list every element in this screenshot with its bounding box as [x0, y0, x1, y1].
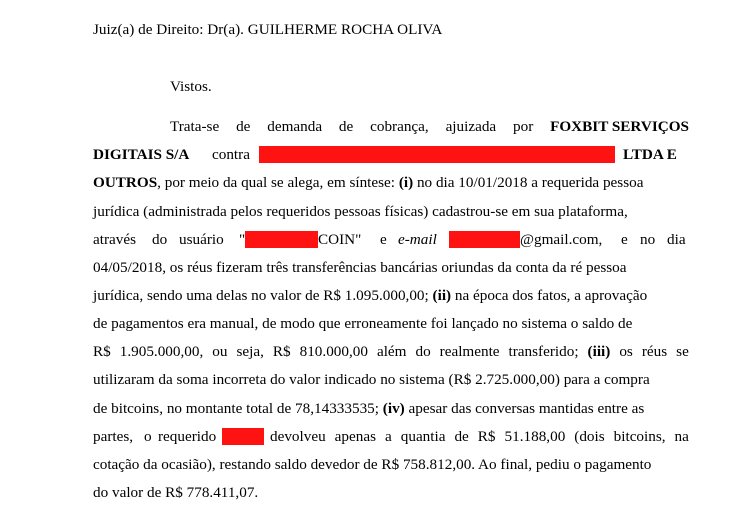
plaintiff-name-cont: DIGITAIS S/A: [93, 146, 190, 163]
paragraph-line-12-a: partes,: [93, 428, 134, 445]
paragraph-line-2: [93, 146, 189, 164]
paragraph-line-11: de bitcoins, no montante total de 78,14333535; (iv) apesar das conversas mantidas entre as: [93, 400, 645, 417]
plaintiff-name: FOXBIT SERVIÇOS: [550, 118, 689, 135]
redacted-email: [449, 231, 520, 248]
paragraph-line-10: utilizaram da soma incorreta do valor indicado no sistema (R$ 2.725.000,00) para a compra: [93, 371, 650, 388]
opening-word: Vistos.: [170, 78, 212, 95]
paragraph-line-8: de pagamentos era manual, de modo que erroneamente foi lançado no sistema o saldo de: [93, 315, 633, 332]
defendant-suffix: LTDA E: [623, 146, 677, 163]
email-label: e-mail: [398, 231, 437, 248]
paragraph-line-7: jurídica, sendo uma delas no valor de R$ 1.095.000,00; (ii) na época dos fatos, a aprovação: [93, 287, 648, 304]
judge-header: Juiz(a) de Direito: Dr(a). GUILHERME ROCHA OLIVA: [93, 21, 443, 38]
redacted-username: [245, 231, 318, 248]
paragraph-line-1: Trata-se de demanda de cobrança, ajuizada por FOXBIT SERVIÇOS: [170, 118, 689, 135]
paragraph-line-13: cotação da ocasião), restando saldo devedor de R$ 758.812,00. Ao final, pediu o pagamento: [93, 456, 652, 473]
paragraph-line-5-a: através: [93, 231, 137, 248]
paragraph-line-3: OUTROS, por meio da qual se alega, em síntese: (i) no dia 10/01/2018 a requerida pessoa: [93, 174, 644, 191]
paragraph-line-4: jurídica (administrada pelos requeridos pessoas físicas) cadastrou-se em sua plataforma,: [93, 203, 628, 220]
contra-word: contra: [212, 146, 250, 163]
username-suffix: COIN": [318, 231, 362, 248]
paragraph-line-9: R$ 1.905.000,00, ou seja, R$ 810.000,00 além do realmente transferido; (iii) os réus se: [93, 343, 689, 360]
email-domain: @gmail.com,: [520, 231, 603, 248]
redacted-requerido: [222, 428, 264, 445]
redacted-defendant: [259, 146, 615, 163]
paragraph-line-12-b: devolveu apenas a quantia de R$ 51.188,00 (dois bitcoins, na: [270, 428, 689, 445]
paragraph-line-6: 04/05/2018, os réus fizeram três transferências bancárias oriundas da conta da ré pessoa: [93, 259, 627, 276]
paragraph-line-14: do valor de R$ 778.411,07.: [93, 484, 259, 501]
